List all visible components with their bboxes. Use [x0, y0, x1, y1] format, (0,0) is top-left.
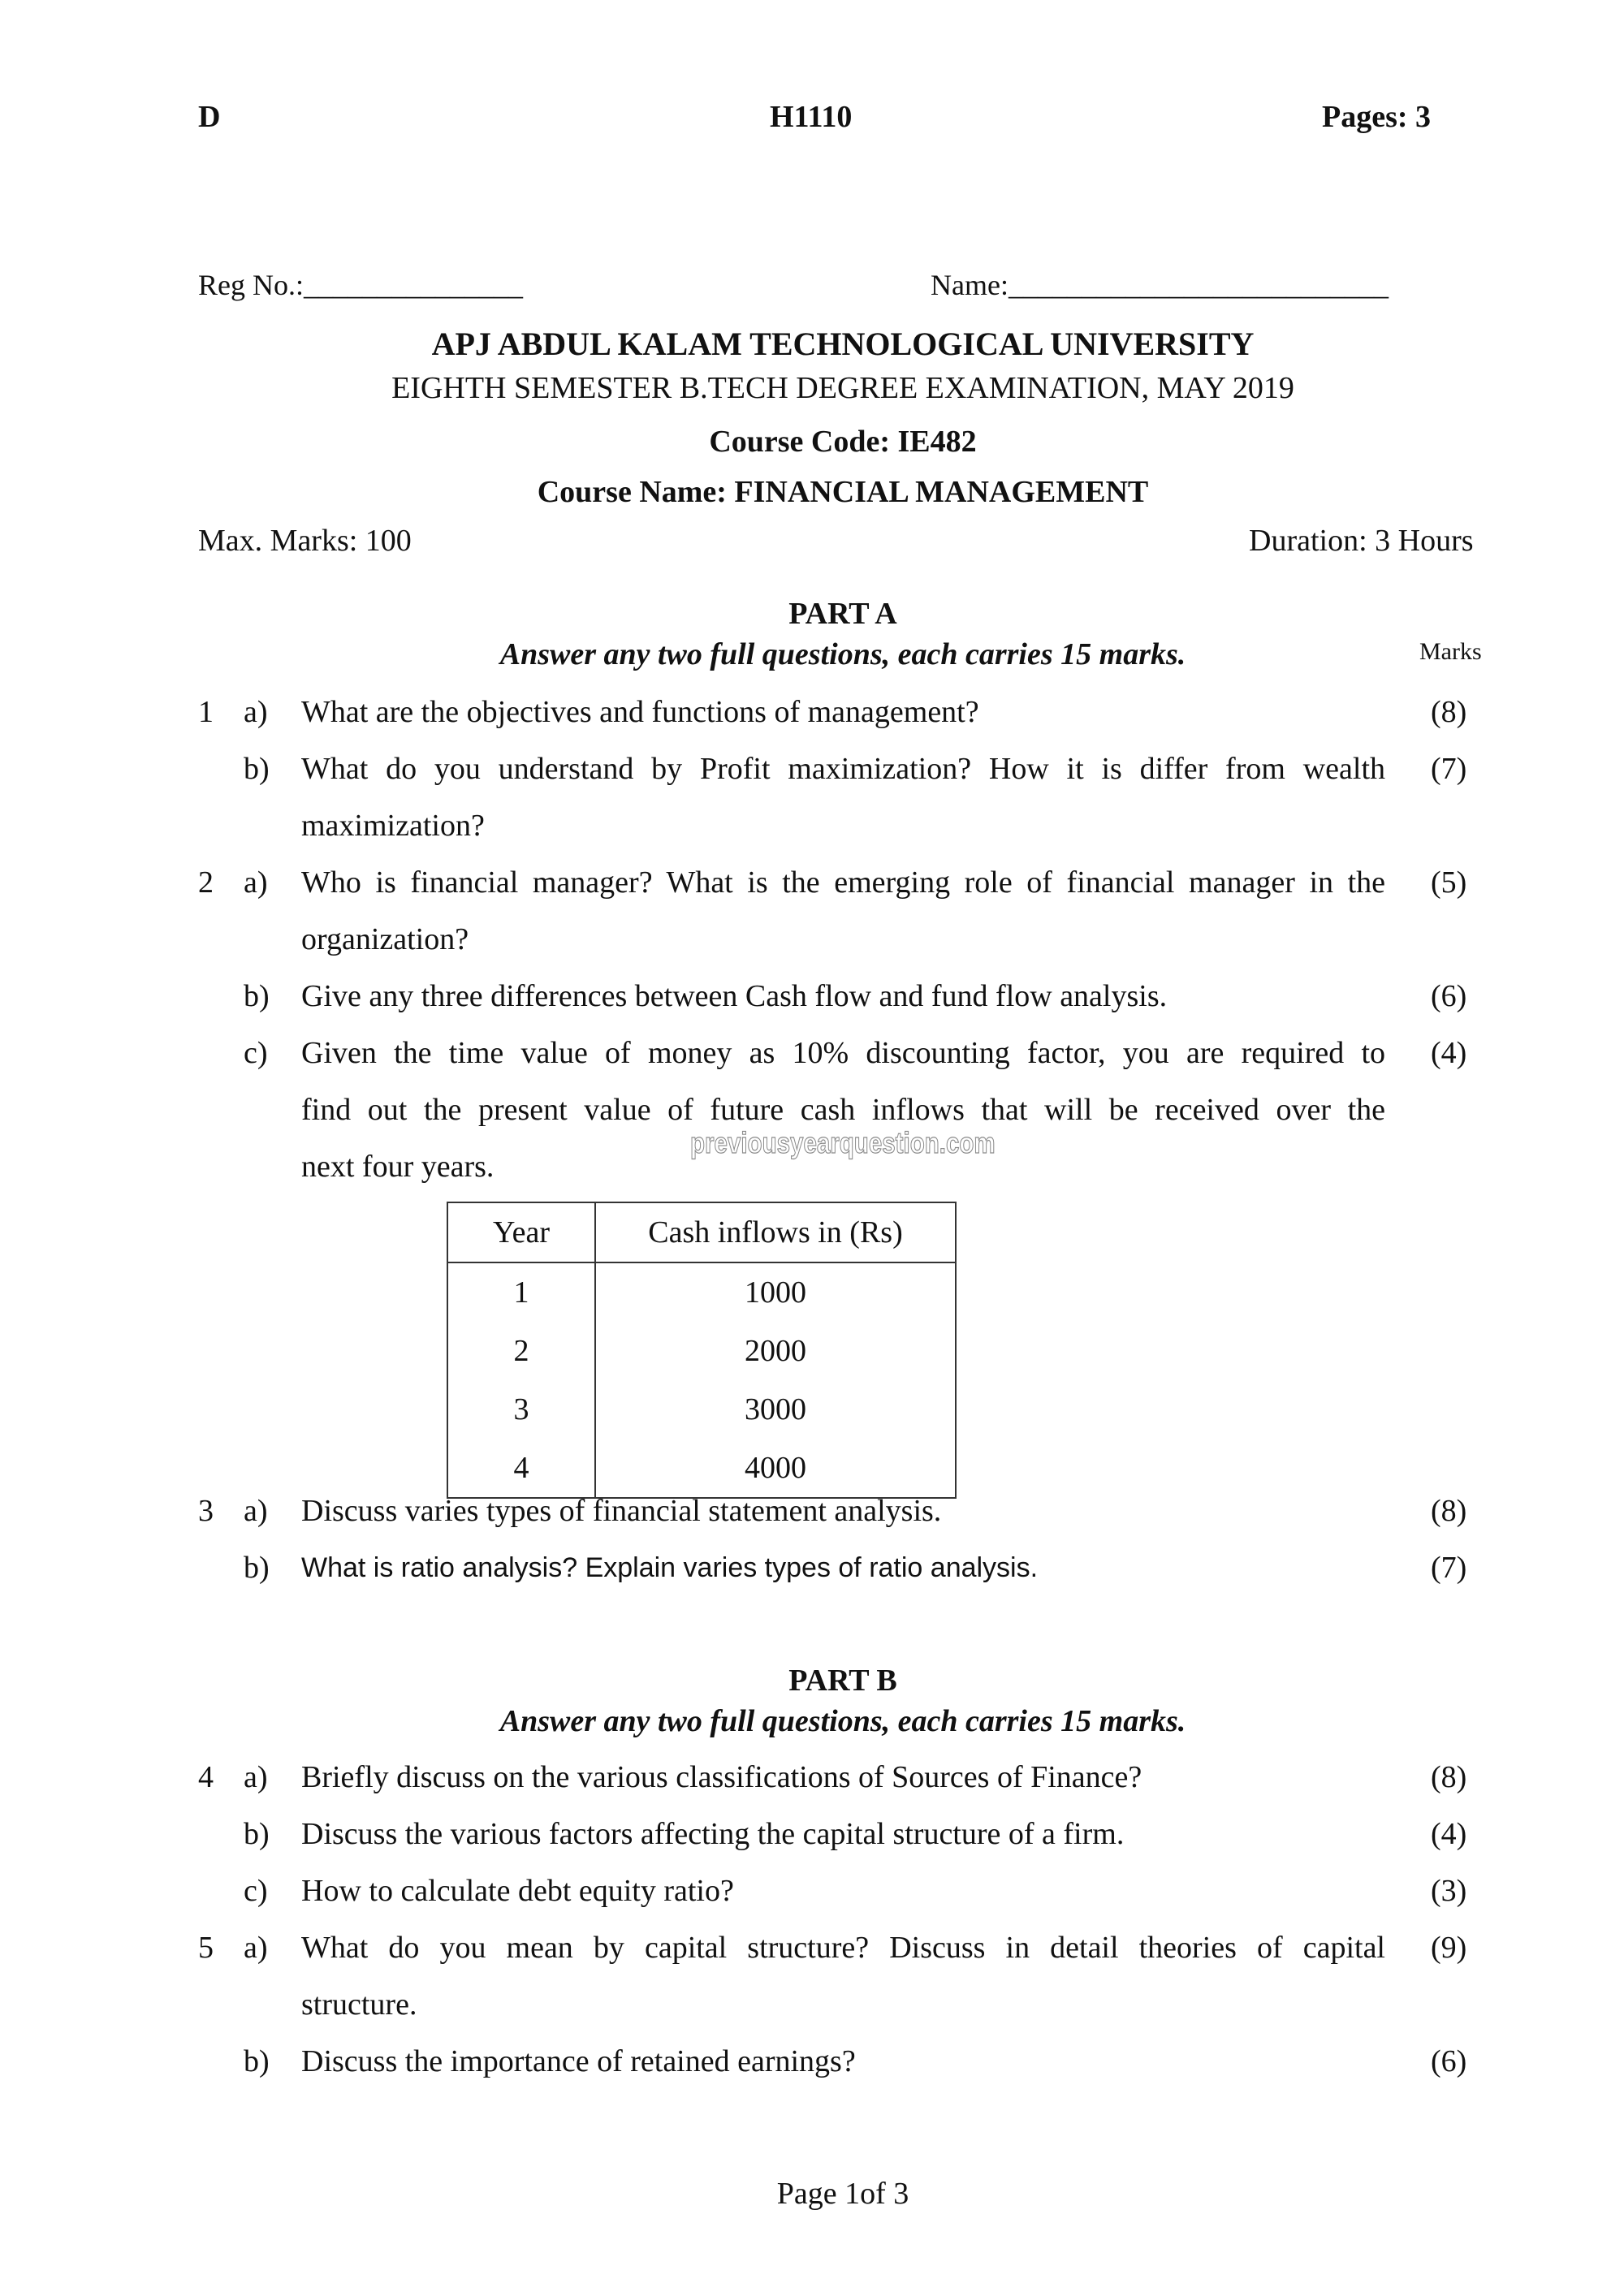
sub-question-label: b) [244, 1551, 270, 1585]
question-marks: (3) [1431, 1874, 1467, 1908]
paper-set-label: D [198, 100, 221, 134]
page-footer: Page 1of 3 [776, 2177, 909, 2211]
question-marks: (5) [1431, 865, 1467, 900]
question-text: What do you mean by capital structure? Discuss in detail theories of capital [301, 1931, 1385, 1965]
question-text: Discuss the various factors affecting the capital structure of a firm. [301, 1817, 1125, 1851]
question-number: 1 [198, 695, 214, 729]
sub-question-label: a) [244, 1931, 268, 1965]
table-row [447, 1262, 956, 1322]
cash-inflows-table [447, 1202, 957, 1499]
sub-question-label: b) [244, 2044, 270, 2078]
table-row [447, 1380, 956, 1439]
table-header-year: Year [447, 1202, 595, 1262]
reg-no-label: Reg No.:_______________ [198, 269, 523, 301]
question-marks: (4) [1431, 1036, 1467, 1070]
question-text: maximization? [301, 809, 485, 843]
question-text: structure. [301, 1987, 417, 2022]
course-code: Course Code: IE482 [709, 425, 977, 459]
part-a-instruction: Answer any two full questions, each carries 15 marks. [499, 637, 1186, 671]
question-number: 2 [198, 865, 214, 900]
sub-question-label: a) [244, 1760, 268, 1794]
sub-question-label: a) [244, 865, 268, 900]
table-cell-amount: 4000 [745, 1451, 806, 1485]
table-cell-year: 3 [447, 1380, 595, 1439]
table-cell-amount: 2000 [745, 1334, 806, 1368]
question-text: Briefly discuss on the various classifications of Sources of Finance? [301, 1760, 1142, 1794]
question-marks: (8) [1431, 1494, 1467, 1528]
name-label: Name:__________________________ [931, 269, 1389, 301]
duration: Duration: 3 Hours [1249, 524, 1474, 558]
question-marks: (6) [1431, 2044, 1467, 2078]
question-text: next four years. [301, 1150, 495, 1184]
course-name: Course Name: FINANCIAL MANAGEMENT [537, 475, 1149, 509]
part-b-instruction: Answer any two full questions, each carries 15 marks. [499, 1704, 1186, 1738]
question-text: Discuss the importance of retained earnings? [301, 2044, 856, 2078]
table-header-row [447, 1202, 956, 1262]
sub-question-label: c) [244, 1036, 268, 1070]
question-text: Discuss varies types of financial statement analysis. [301, 1494, 942, 1528]
question-marks: (6) [1431, 979, 1467, 1013]
sub-question-label: a) [244, 1494, 268, 1528]
question-text: organization? [301, 922, 469, 956]
part-a-title: PART A [788, 597, 897, 631]
question-text: find out the present value of future cash inflows that will be received over the [301, 1093, 1385, 1127]
question-marks: (7) [1431, 752, 1467, 786]
part-b-title: PART B [788, 1664, 897, 1698]
question-number: 3 [198, 1494, 214, 1528]
question-marks: (9) [1431, 1931, 1467, 1965]
university-name: APJ ABDUL KALAM TECHNOLOGICAL UNIVERSITY [431, 326, 1255, 362]
table-cell-year: 4 [447, 1439, 595, 1498]
question-text: What are the objectives and functions of management? [301, 695, 979, 729]
question-number: 5 [198, 1931, 214, 1965]
question-text: Who is financial manager? What is the emerging role of financial manager in the [301, 865, 1385, 900]
marks-column-heading: Marks [1419, 638, 1482, 665]
sub-question-label: c) [244, 1874, 268, 1908]
question-text: How to calculate debt equity ratio? [301, 1874, 734, 1908]
sub-question-label: a) [244, 695, 268, 729]
page-count: Pages: 3 [1322, 100, 1432, 134]
max-marks: Max. Marks: 100 [198, 524, 412, 558]
watermark-text: previousyearquestion.com [690, 1126, 996, 1159]
table-cell-year: 2 [447, 1322, 595, 1380]
exam-title: EIGHTH SEMESTER B.TECH DEGREE EXAMINATION, MAY 2019 [391, 371, 1294, 405]
question-text: What do you understand by Profit maximization? How it is differ from wealth [301, 752, 1385, 786]
question-marks: (4) [1431, 1817, 1467, 1851]
sub-question-label: b) [244, 752, 270, 786]
question-marks: (7) [1431, 1551, 1467, 1585]
question-marks: (8) [1431, 695, 1467, 729]
question-number: 4 [198, 1760, 214, 1794]
question-text: Given the time value of money as 10% discounting factor, you are required to [301, 1036, 1385, 1070]
paper-code: H1110 [770, 100, 853, 134]
sub-question-label: b) [244, 1817, 270, 1851]
question-text: What is ratio analysis? Explain varies types of ratio analysis. [301, 1552, 1039, 1583]
question-marks: (8) [1431, 1760, 1467, 1794]
sub-question-label: b) [244, 979, 270, 1013]
question-text: Give any three differences between Cash flow and fund flow analysis. [301, 979, 1168, 1013]
table-cell-year: 1 [447, 1262, 595, 1322]
table-cell-amount: 1000 [745, 1275, 806, 1310]
table-row [447, 1322, 956, 1380]
table-cell-amount: 3000 [745, 1392, 806, 1426]
table-header-cash-inflows: Cash inflows in (Rs) [595, 1202, 956, 1262]
